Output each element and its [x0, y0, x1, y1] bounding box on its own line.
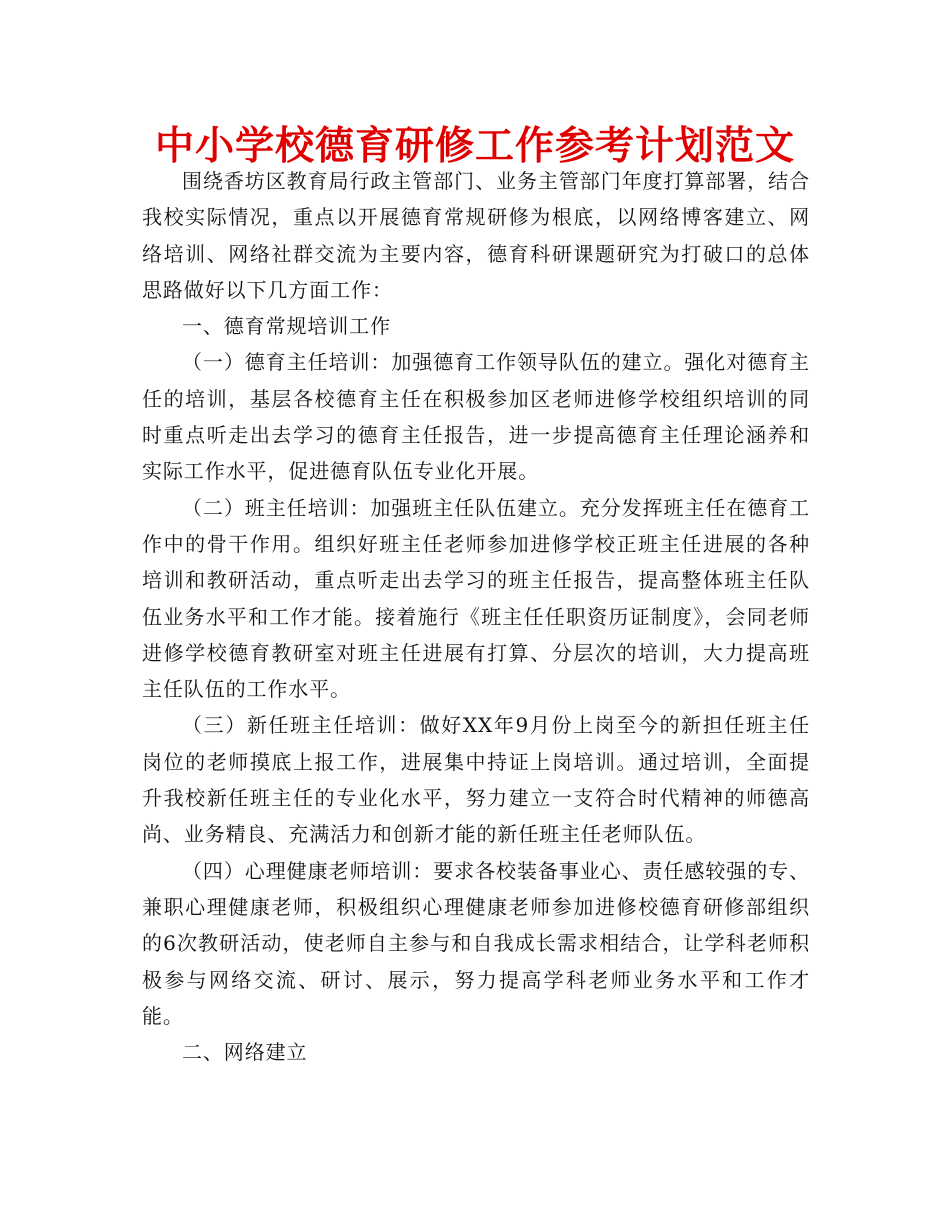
paragraph-item-2: （二）班主任培训：加强班主任队伍建立。充分发挥班主任在德育工作中的骨干作用。组织好班主任老师参加进修学校正班主任进展的各种培训和教研活动，重点听走出去学习的班主任报告，提高整体班主任队伍业务水平和工作才能。接着施行《班主任任职资历证制度》，会同老师进修学校德育教研室对班主任进展有打算、分层次的培训，大力提高班主任队伍的工作水平。 [142, 495, 810, 702]
section-heading-1: 一、德育常规培训工作 [182, 314, 391, 339]
section-heading-2: 二、网络建立 [182, 1040, 308, 1065]
document-title: 中小学校德育研修工作参考计划范文 [154, 123, 795, 169]
document-body [142, 163, 810, 1070]
paragraph-item-3: （三）新任班主任培训：做好XX年9月份上岗至今的新担任班主任岗位的老师摸底上报工作，进展集中持证上岗培训。通过培训，全面提升我校新任班主任的专业化水平，努力建立一支符合时代精神的师德高尚、业务精良、充满活力和创新才能的新任班主任老师队伍。 [142, 713, 810, 847]
intro-paragraph: 围绕香坊区教育局行政主管部门、业务主管部门年度打算部署，结合我校实际情况，重点以开展德育常规研修为根底，以网络博客建立、网络培训、网络社群交流为主要内容，德育科研课题研究为打破口的总体思路做好以下几方面工作： [142, 169, 810, 302]
paragraph-item-1: （一）德育主任培训：加强德育工作领导队伍的建立。强化对德育主任的培训，基层各校德育主任在积极参加区老师进修学校组织培训的同时重点听走出去学习的德育主任报告，进一步提高德育主任理论涵养和实际工作水平，促进德育队伍专业化开展。 [142, 350, 810, 484]
paragraph-item-4: （四）心理健康老师培训：要求各校装备事业心、责任感较强的专、兼职心理健康老师，积极组织心理健康老师参加进修校德育研修部组织的6次教研活动，使老师自主参与和自我成长需求相结合，让学科老师积极参与网络交流、研讨、展示，努力提高学科老师业务水平和工作才能。 [142, 858, 810, 1028]
